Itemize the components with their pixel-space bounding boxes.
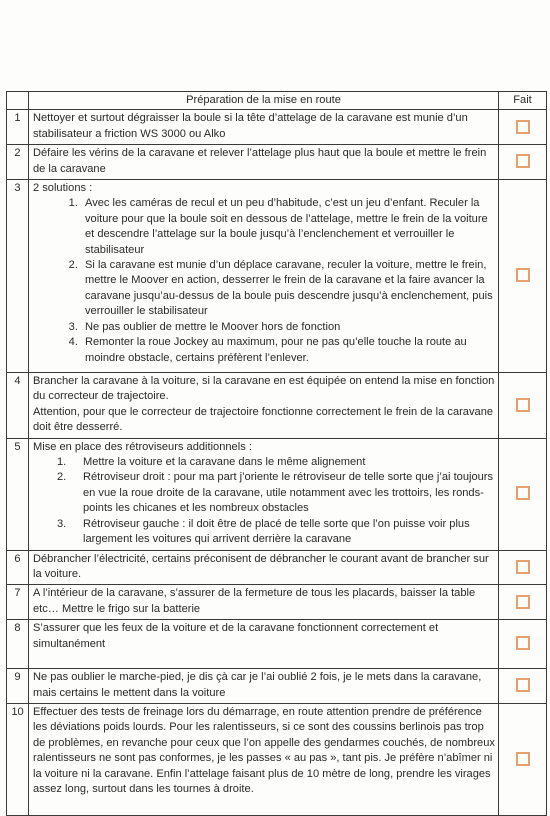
done-cell [499,438,547,550]
solutions-list [33,196,495,365]
table-header-row [7,92,547,110]
table-row [7,438,547,550]
list-item [57,517,495,548]
row-text: Effectuer des tests de freinage lors du démarrage, en route attention prendre de préférence les déviations poids lourds. Pour les ralentisseurs, si ce sont des coussins berlinois pas trop de problèmes, en revanche pour ceux que l’on appelle des gendarmes couchés, de nombreux ralentisseurs ne sont pas conformes, je les passes « au pas », tant pis. Je préfère n’abîmer ni la voiture ni la caravane. Enfin l’attelage faisant plus de 10 mètre de long, prendre les virages assez long, surtout dans les tournes à droite. [29,703,499,815]
done-checkbox[interactable] [516,398,530,412]
row-content [29,373,499,439]
row-text: S’assurer que les feux de la voiture et de la caravane fonctionnent correctement et simultanément [29,620,499,669]
table-row [7,620,547,669]
row-number: 1 [7,110,29,145]
row-text: A l’intérieur de la caravane, s’assurer de la fermeture de tous les placards, baisser la table etc… Mettre le frigo sur la batterie [29,585,499,620]
table-row [7,145,547,180]
done-cell [499,145,547,180]
done-cell [499,620,547,669]
row-text: Ne pas oublier le marche-pied, je dis çà car je l’ai oublié 2 fois, je le mets dans la caravane, mais certains le mettent dans la voiture [29,669,499,704]
row-text: Brancher la caravane à la voiture, si la caravane en est équipée on entend la mise en fonction du correcteur de trajectoire. [33,375,495,403]
done-cell [499,550,547,585]
list-marker: 1. [57,456,67,469]
table-row [7,550,547,585]
table-row [7,110,547,145]
row-content [29,438,499,550]
list-item: 3. Ne pas oublier de mettre le Moover hors de fonction [81,320,495,335]
table-row [7,373,547,439]
done-checkbox[interactable] [516,678,530,692]
list-item-text: Rétroviseur gauche : il doit être de placé de telle sorte que l’on puisse voir plus largement les voitures qui arrivent derrière la caravane [83,517,470,546]
row-text: Défaire les vérins de la caravane et relever l’attelage plus haut que la boule et mettre le frein de la caravane [29,145,499,180]
done-cell [499,180,547,373]
row-number: 8 [7,620,29,669]
done-checkbox[interactable] [516,268,530,282]
row-content [29,180,499,373]
header-done: Fait [499,92,547,110]
done-checkbox[interactable] [516,486,530,500]
done-cell [499,669,547,704]
row-number: 5 [7,438,29,550]
list-item [57,470,495,516]
done-checkbox[interactable] [516,560,530,574]
row-number: 3 [7,180,29,373]
done-checkbox[interactable] [516,636,530,650]
list-item: 2. Si la caravane est munie d’un déplace caravane, reculer la voiture, mettre le frein, mettre le Moover en action, desserrer le frein de la caravane et la faire avancer la caravane jusqu’au-dessus de la boule puis descendre jusqu’à enclenchement, puis verrouiller le stabilisateur [81,258,495,320]
header-num-cell [7,92,29,110]
table-row [7,669,547,704]
table-row [7,703,547,815]
table-row [7,180,547,373]
row-number: 7 [7,585,29,620]
row-number: 10 [7,703,29,815]
list-marker: 3. [57,517,67,530]
list-item-text: Mettre la voiture et la caravane dans le même alignement [83,456,366,469]
row-number: 9 [7,669,29,704]
done-checkbox[interactable] [516,595,530,609]
list-item: 4. Remonter la roue Jockey au maximum, pour ne pas qu’elle touche la route au moindre obstacle, certains préfèrent l’enlever. [81,335,495,366]
done-cell [499,703,547,815]
done-checkbox[interactable] [516,752,530,766]
row-number: 4 [7,373,29,439]
header-title: Préparation de la mise en route [29,92,499,110]
list-marker: 2. [57,471,67,484]
row-intro: 2 solutions : [33,182,93,195]
done-checkbox[interactable] [516,120,530,134]
row-text: Nettoyer et surtout dégraisser la boule si la tête d’attelage de la caravane est munie d’un stabilisateur a friction WS 3000 ou Alko [29,110,499,145]
row-number: 6 [7,550,29,585]
row-number: 2 [7,145,29,180]
list-item: 1. Avec les caméras de recul et un peu d’habitude, c’est un jeu d’enfant. Reculer la voiture pour que la boule soit en dessous de l’attelage, mettre le frein de la voiture et descendre l’attelage sur la boule jusqu’à l’enclenchement et verrouiller le stabilisateur [81,196,495,258]
mirrors-list [33,455,495,547]
done-checkbox[interactable] [516,154,530,168]
list-item-text: Rétroviseur droit : pour ma part j’oriente le rétroviseur de telle sorte que j’ai toujours en vue la roue droite de la caravane, utile notamment avec les trottoirs, les ronds-points les chicanes et les nombreux obstacles [83,471,494,515]
checklist-table [6,91,547,816]
row-text-note: Attention, pour que le correcteur de trajectoire fonctionne correctement le frein de la caravane doit être desserré. [33,405,494,434]
done-cell [499,373,547,439]
list-item [57,455,495,470]
row-intro: Mise en place des rétroviseurs additionnels : [33,440,252,453]
row-text: Débrancher l’électricité, certains préconisent de débrancher le courant avant de brancher sur la voiture. [29,550,499,585]
table-row [7,585,547,620]
done-cell [499,110,547,145]
done-cell [499,585,547,620]
